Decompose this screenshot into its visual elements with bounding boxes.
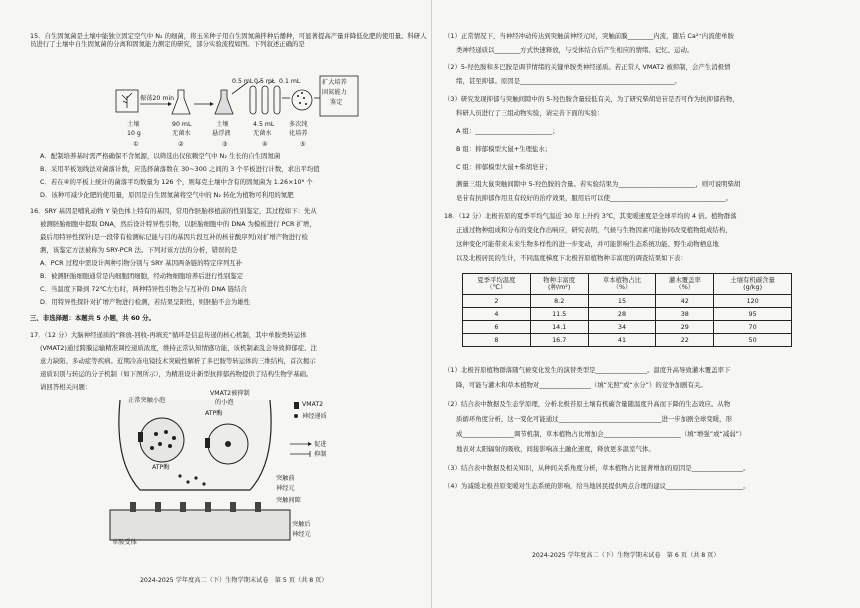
tube-3	[274, 86, 280, 114]
step-5: ⑤	[300, 141, 306, 148]
label-soil-mass: 10 g	[127, 130, 141, 137]
group-b: B 组：抑郁模型大鼠+生理盐水；	[456, 145, 552, 153]
q16-line-3: 最后用特异性探针(是一段带有检测标记能与目的基因片段互补的核苷酸序列)对扩增产物进行检	[40, 233, 308, 241]
q17-sub3-line-2: 科研人员进行了三组动物实验，请完善下面的实验：	[456, 109, 604, 117]
q17-line-1: 17．（12 分）大脑神经递质的“释放-回收-再填充”循环是信息传递的核心机制，其中单胺类转运体	[30, 331, 307, 339]
q17-line-2: (VMAT2)通过跨膜运输精准调控递质浓度，维持正常认知情感功能，该机制紊乱会导致抑郁症、注	[40, 344, 317, 352]
label-presynaptic: 突触前	[276, 475, 295, 482]
step-2: ②	[178, 141, 184, 148]
q17-sub3-line-1: （3）研究发现抑郁与突触间隙中的 5-羟色胺含量较低有关，为了研究柴胡皂苷是否可作为抗抑郁药物，	[444, 95, 739, 103]
receptor-1	[130, 502, 136, 512]
tundra-data-table	[462, 273, 792, 347]
table-header-row	[463, 274, 792, 295]
q17-sub1-line-2: 类神经递质以________方式快速释放，与受体结合后产生相应的情绪、记忆、运动。	[456, 46, 694, 54]
table-cell: 28	[588, 308, 656, 321]
table-row	[463, 321, 792, 334]
receptor-3	[180, 502, 186, 512]
footer-page-5: 2024-2025 学年度高二（下）生物学期末试卷 第 5 页（共 8 页）	[140, 577, 328, 584]
q18-sub1-line-2: 降，可能与灌木和草本植物对________________（填“光照”或“水分”）的竞争加剧有关。	[456, 381, 707, 389]
header-shrub-cover: 灌木覆盖率 （%）	[656, 274, 714, 295]
tube-1	[250, 86, 256, 114]
table-cell: 50	[714, 334, 792, 347]
postsynaptic-membrane	[110, 510, 290, 540]
q18-sub2-line-2: 质循环角度分析，这一变化可能通过________________________________进一步加剧全球变暖，形	[456, 415, 732, 423]
q18-sub2-line-1: （2）结合表中数据及生态学原理，分析北极苔原土壤有机碳含量随温度升高而下降的生态效应。从物	[444, 400, 731, 408]
q18-line-3: 这种变化可能带来未来生物多样性的进一步变动，并可能影响生态系统功能、野生动物栖息地	[456, 240, 719, 248]
label-0-1ml: 0.1 mL	[279, 78, 301, 85]
label-90ml: 90 mL	[172, 121, 192, 128]
legend-vmat2: VMAT2	[302, 401, 324, 408]
table-cell: 16.7	[530, 334, 588, 347]
q18-sub4: （4）为减缓北极苔原变暖对生态系统的影响，给当地居民提供两点合理的建议________________________。	[444, 482, 750, 490]
table-cell: 38	[656, 308, 714, 321]
receptor-5	[230, 502, 236, 512]
receptor-2	[155, 502, 161, 512]
table-cell: 120	[714, 295, 792, 308]
table-cell: 6	[463, 321, 531, 334]
measure-line-2: 皂苷有抗抑郁作用且有较好的治疗效果，服用后可以使____________________________________。	[456, 194, 733, 202]
table-cell: 15	[588, 295, 656, 308]
q18-line-2: 正通过物种组成和分布的变化作出响应，研究表明，气候与生物因素可能协同改变植物组成结构，	[456, 226, 732, 234]
table-cell: 70	[714, 321, 792, 334]
step-4: ④	[262, 141, 268, 148]
label-presynaptic-2: 神经元	[276, 485, 295, 492]
q18-sub2-line-3: 成________________调节机制，草本植物占比增加会________________________（填“增强”或“减弱”）	[456, 430, 746, 438]
table-row	[463, 295, 792, 308]
table-cell: 22	[656, 334, 714, 347]
table-cell: 14.1	[530, 321, 588, 334]
label-receptor: 单胺受体	[112, 539, 137, 546]
q16-option-c: C．当温度下降到 72℃左右时，两种特异性引物会与互补的 DNA 链结合	[40, 285, 247, 293]
step-1: ①	[133, 141, 139, 148]
label-atp-1: ATP酶	[205, 410, 223, 417]
q16-line-2: 被测胚胎细胞中提取 DNA，然后设计特异性引物，以胚胎细胞中的 DNA 为模板进行 PCR 扩增，	[40, 220, 316, 228]
flask-suspension	[215, 90, 233, 114]
q17-sub1-line-1: （1）正常情况下，当神经冲动传达到突触前神经元时，突触前膜________内流，随后 Ca²⁺内流使单胺	[444, 32, 734, 40]
header-soil-carbon: 土壤有机碳含量 (g/kg)	[714, 274, 792, 295]
header-herb-ratio: 草本植物占比 （%）	[588, 274, 656, 295]
q16-option-b: B．被测胚胎细胞通常是内细胞团细胞，经动物细胞培养后进行性别鉴定	[40, 272, 244, 280]
table-row	[463, 308, 792, 321]
q15-option-d: D．该种可减少化肥的使用量，原因是自生固氮菌将空气中的 N₂ 转化为植物可利用的氮肥	[40, 191, 294, 199]
table-cell: 4	[463, 308, 531, 321]
q18-sub1-line-1: （1）北极苔原植物群落随气候变化发生的演替类型是________________。温度升高导致灌木覆盖率下	[444, 366, 731, 374]
label-postsynaptic: 突触后	[292, 521, 311, 528]
normal-vesicle	[140, 418, 184, 462]
label-0-5ml-a: 0.5 mL	[232, 78, 254, 85]
flask-90ml	[172, 90, 190, 114]
legend-promote: 促进	[314, 441, 327, 448]
q15-option-b: B．采用平板划线法对菌落计数，应选择菌落数在 30~300 之间的 3 个平板进行计数，求出平均值	[40, 165, 320, 173]
table-row	[463, 334, 792, 347]
label-0-5ml-b: 0.5 mL	[254, 78, 276, 85]
label-suspension-2: 悬浮液	[212, 130, 231, 137]
q18-line-4: 以及北极居民的生计，不同温度梯度下北极苔原植物种丰富度的调查结果如下表：	[456, 254, 687, 262]
legend-neurotransmitter-icon	[294, 414, 298, 418]
label-inhibited-vesicle-2: 的小泡	[215, 399, 234, 406]
table-cell: 2	[463, 295, 531, 308]
table-cell: 8.2	[530, 295, 588, 308]
q16-option-d: D．用特异性探针对扩增产物进行检测，若结果呈阳性，则胚胎不会为雄性	[40, 298, 251, 306]
q17-sub2-line-1: （2）5-羟色胺和多巴胺是调节情绪的关键单胺类神经递质。若正常人 VMAT2 被抑制，会产生消极情	[444, 63, 731, 71]
label-atp-2: ATP酶	[152, 464, 170, 471]
q17-sub2-line-2: 绪，甚至抑郁。原因是________________________________________________。	[456, 77, 681, 85]
label-sterile-water-2: 无菌水	[253, 130, 272, 137]
q17-line-4: 递质识别与转运的分子机制（如下图所示），为精准设计新型抗抑郁药物提供了结构生物学基础。	[40, 370, 313, 378]
section-heading: 三、非选择题：本题共 5 小题，共 60 分。	[30, 314, 155, 322]
label-postsynaptic-2: 神经元	[292, 531, 311, 538]
header-richness: 物种丰富度 (种/m²)	[530, 274, 588, 295]
footer-page-6: 2024-2025 学年度高二（下）生物学期末试卷 第 6 页（共 8 页）	[532, 552, 720, 559]
question-15-stem: 15．自生固氮菌是土壤中能独立固定空气中 N₂ 的细菌，将玉米种子用自生固氮菌拌种后播种，可显著提高产量并降低化肥的使用量。科研人员进行了土壤中自生固氮菌的分离和固氮能力测定的研究，部分实验流程如图。下列叙述正确的是	[30, 32, 427, 49]
legend-inhibit: 抑制	[314, 451, 327, 458]
q15-option-c: C．若在④的平板上统计的菌落平均数量为 126 个，则每克土壤中含有的固氮菌为 1.26×10⁶ 个	[40, 178, 313, 186]
measure-line-1: 测量三组大鼠突触间隙中 5-羟色胺的含量。若实验结果为________________________，则可说明柴胡	[456, 180, 741, 188]
table-cell: 42	[656, 295, 714, 308]
table-cell: 8	[463, 334, 531, 347]
table-cell: 29	[656, 321, 714, 334]
receptor-6	[255, 502, 261, 512]
page-6	[432, 0, 860, 608]
legend-neurotransmitter: 神经递质	[302, 413, 327, 420]
label-4-5ml: 4.5 mL	[253, 121, 275, 128]
label-purify: 多次纯	[289, 121, 308, 128]
q15-option-a: A．配制培养基时需严格确保不含氮源，以筛选出仅依赖空气中 N₂ 生长的自生固氮菌	[40, 152, 281, 160]
q18-line-1: 18．（12 分）北极苔原的夏季平均气温近 30 年上升约 3℃，其变暖速度是全球平均的 4 倍。植物群落	[444, 212, 737, 220]
q16-line-4: 测，该鉴定方法被称为 SRY-PCR 法。下列对该方法的分析，错误的是	[40, 246, 238, 254]
q17-line-3: 意力缺陷、多动症等疾病。近期冷冻电镜技术突破性解析了多巴胺等转运体的三维结构，首次揭示	[40, 357, 316, 365]
group-c: C 组：抑郁模型大鼠+柴胡皂苷；	[456, 163, 552, 171]
receptor-4	[205, 502, 211, 512]
group-a: A 组：________________________；	[456, 127, 559, 135]
q17-line-5: 请回答相关问题：	[40, 383, 92, 391]
header-temperature: 夏季平均温度 （℃）	[463, 274, 531, 295]
label-sterile-water: 无菌水	[172, 130, 191, 137]
label-cleft: 突触间隙	[276, 497, 301, 504]
label-soil: 土壤	[127, 121, 140, 128]
q16-line-1: 16．SRY 基因是哺乳动物 Y 染色体上特有的基因，常用作胚胎移植前的性别鉴定，其过程如下：先从	[30, 207, 317, 215]
label-expand-3: 鉴定	[330, 99, 343, 106]
label-normal-vesicle: 正常突触小泡	[128, 397, 166, 404]
label-shake: 振荡20 min	[140, 95, 175, 102]
table-cell: 34	[588, 321, 656, 334]
label-inhibited-vesicle: VMAT2被抑制	[210, 390, 250, 397]
q18-sub2-line-4: 地表对太阳辐射的吸收，间接影响冻土融化速度，释放更多温室气体。	[456, 445, 655, 453]
label-purify-2: 化培养	[289, 130, 308, 137]
legend-vmat2-icon	[294, 402, 299, 409]
vmat2-transporter	[138, 432, 143, 442]
label-expand: 扩大培养	[322, 79, 347, 86]
step-3: ③	[222, 141, 228, 148]
tube-2	[262, 86, 268, 114]
q16-option-a: A．PCR 过程中需设计两种引物分别与 SRY 基因两条链的特定序列互补	[40, 259, 243, 267]
table-cell: 95	[714, 308, 792, 321]
soil-plant-icon	[122, 93, 132, 108]
q18-sub3: （3）结合表中数据及相关知识，从种间关系角度分析，草本植物占比显著增加的原因是________________。	[444, 464, 750, 472]
label-expand-2: 固氮能力	[322, 89, 347, 96]
table-cell: 41	[588, 334, 656, 347]
label-suspension: 土壤	[216, 121, 229, 128]
table-cell: 11.5	[530, 308, 588, 321]
